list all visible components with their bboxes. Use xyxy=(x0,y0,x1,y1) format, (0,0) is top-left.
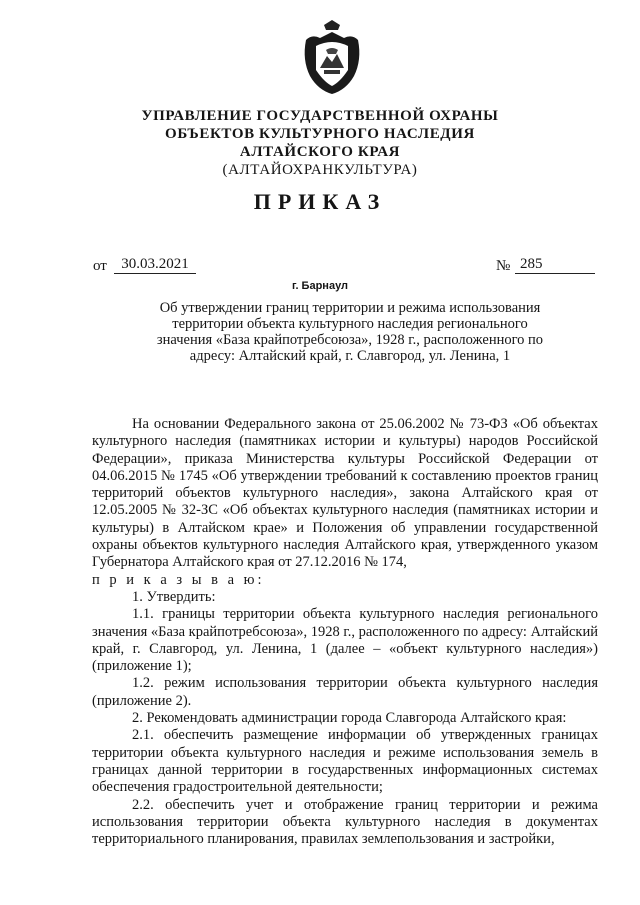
document-city: г. Барнаул xyxy=(291,280,349,292)
header-line-3: АЛТАЙСКОГО КРАЯ xyxy=(239,144,401,160)
document-number: 285 xyxy=(515,256,595,274)
body-paragraph-1 xyxy=(92,416,598,589)
coat-of-arms-icon xyxy=(300,16,364,96)
document-title: ПРИКАЗ xyxy=(253,189,387,214)
header-line-2: ОБЪЕКТОВ КУЛЬТУРНОГО НАСЛЕДИЯ xyxy=(165,126,475,142)
body-paragraph-6: 2.1. обеспечить размещение информации об утвержденных границах территории объекта культурного наследия и режиме использования земель в границах данной территории в государственных информационных системах обеспечения градостроительной деятельности; xyxy=(92,727,598,796)
order-word: п р и к а з ы в а ю: xyxy=(92,571,265,588)
body-paragraph-3: 1.1. границы территории объекта культурного наследия регионального значения «База крайпотребсоюза», 1928 г., расположенного по адресу: Алтайский край, г. Славгород, ул. Ленина, 1 (далее – «объект культурного наследия») (приложение 1); xyxy=(92,606,598,675)
number-label: № xyxy=(496,258,511,274)
date-label: от xyxy=(93,258,107,274)
document-body xyxy=(92,416,598,848)
header-line-1: УПРАВЛЕНИЕ ГОСУДАРСТВЕННОЙ ОХРАНЫ xyxy=(141,108,499,124)
header-line-4: (АЛТАЙОХРАНКУЛЬТУРА) xyxy=(222,162,418,178)
document-subject: Об утверждении границ территории и режима использования территории объекта культурного наследия регионального значения «База крайпотребсоюза», 1928 г., расположенного по адресу: Алтайский край, г. Славгород, ул. Ленина, 1 xyxy=(156,300,544,364)
body-paragraph-7: 2.2. обеспечить учет и отображение границ территории и режима использования территории объекта культурного наследия в документах территориального планирования, правилах землепользования и застройки, xyxy=(92,796,598,848)
body-paragraph-2: 1. Утвердить: xyxy=(132,588,216,605)
document-date: 30.03.2021 xyxy=(114,256,196,274)
body-paragraph-4: 1.2. режим использования территории объекта культурного наследия (приложение 2). xyxy=(92,675,598,709)
body-paragraph-5: 2. Рекомендовать администрации города Славгорода Алтайского края: xyxy=(132,710,567,727)
paragraph-1-text: На основании Федерального закона от 25.06.2002 № 73-ФЗ «Об объектах культурного наследия (памятниках истории и культуры) народов Российской Федерации», приказа Министерства культуры Российской Федерации от 04.06.2015 № 1745 «Об утверждении требований к составлению проектов границ территорий объектов культурного наследия», закона Алтайского края от 12.05.2005 № 32-ЗС «Об объектах культурного наследия (памятниках истории и культуры) в Алтайском крае» и Положения об управлении государственной охраны объектов культурного наследия Алтайского края, утвержденного указом Губернатора Алтайского края от 27.12.2016 № 174, xyxy=(92,416,598,571)
